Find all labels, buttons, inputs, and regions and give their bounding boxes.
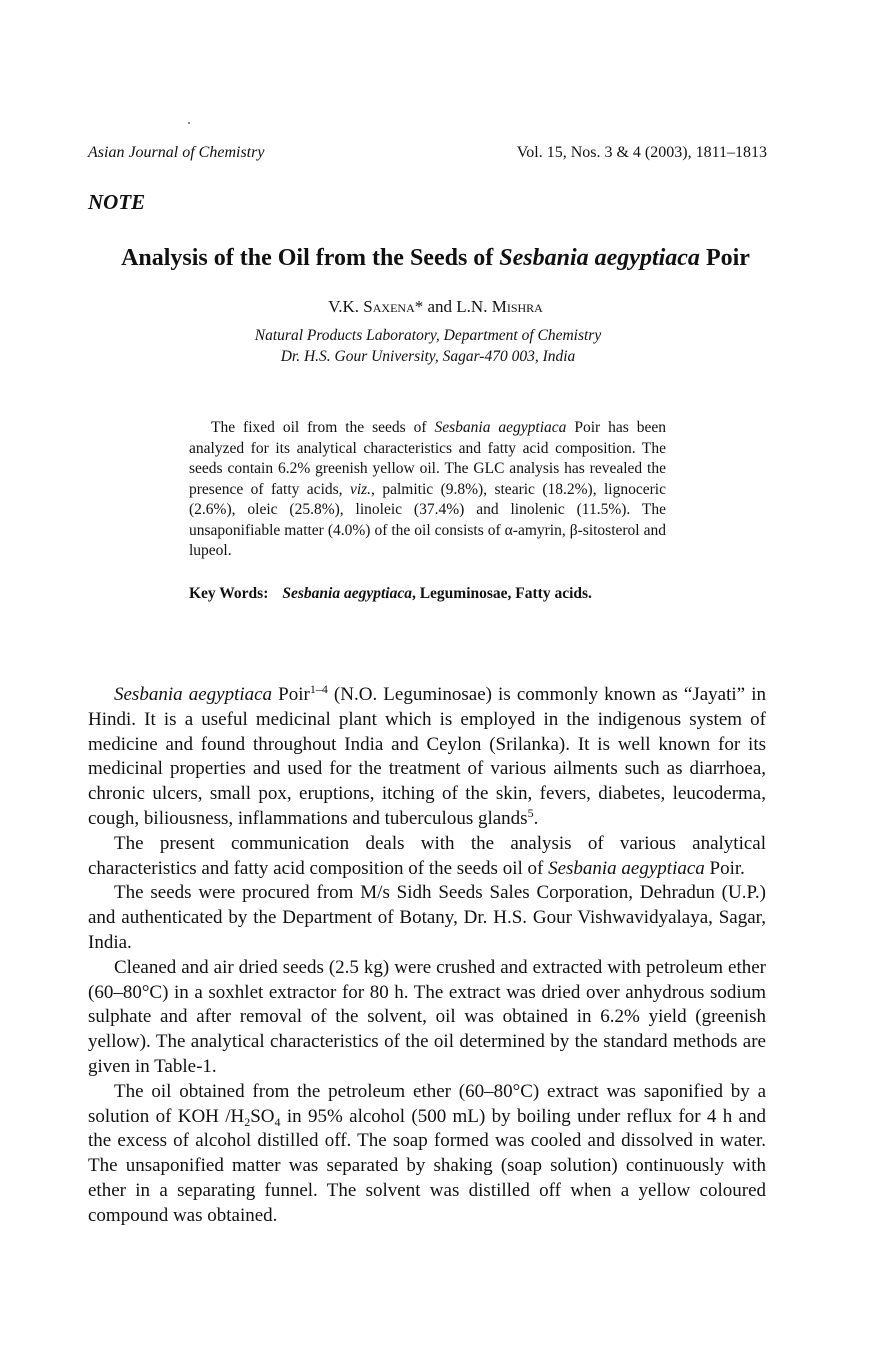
p1-ref: 1–4: [309, 682, 328, 696]
abstract-text-1: The fixed oil from the seeds of: [211, 419, 435, 436]
keywords: [189, 585, 592, 603]
p5-text-a: The oil obtained from the petroleum ether (60–80°C) extract was saponified by a solution of KOH /H: [88, 1080, 766, 1127]
keywords-rest: , Leguminosae, Fatty acids.: [411, 585, 592, 602]
abstract-text-2: Poir has been analyzed for its analytical characteristics and fatty acid composition. The seeds contain 6.2% greenish yellow oil. The GLC analysis has revealed the presence of fatty acids,: [189, 419, 666, 498]
volume-info: Vol. 15, Nos. 3 & 4 (2003), 1811–1813: [516, 144, 767, 161]
p2-text-a: The present communication deals with the analysis of various analytical characteristics and fatty acid composition of the seeds oil of: [88, 832, 766, 879]
keywords-species: Sesbania aegyptiaca: [282, 585, 412, 602]
author-line: [0, 297, 871, 317]
journal-name: Asian Journal of Chemistry: [88, 144, 265, 161]
p1-species: Sesbania aegyptiaca: [114, 684, 273, 705]
paragraph-1: [88, 683, 766, 832]
paragraph-3: The seeds were procured from M/s Sidh Seeds Sales Corporation, Dehradun (U.P.) and authenticated by the Department of Botany, Dr. H.S. Gour Vishwavidyalaya, Sagar, India.: [88, 882, 766, 953]
p1-end: .: [533, 807, 539, 829]
title-prefix: Analysis of the Oil from the Seeds of: [121, 245, 500, 271]
section-label: NOTE: [88, 190, 146, 214]
keywords-label: Key Words:: [189, 585, 269, 602]
title-species: Sesbania aegyptiaca: [499, 245, 700, 271]
abstract-viz: viz.: [349, 480, 372, 498]
paper-title: [0, 245, 871, 272]
author2-surname: Mishra: [491, 297, 543, 316]
affiliation-line-1: Natural Products Laboratory, Department of Chemistry: [254, 327, 602, 344]
author1-initials: V.K.: [328, 297, 364, 316]
author1-surname: Saxena: [363, 297, 415, 316]
p1-text-a: Poir: [272, 684, 310, 705]
abstract: [189, 418, 666, 562]
p5-sub2: 4: [274, 1114, 281, 1129]
abstract-species: Sesbania aegyptiaca: [434, 419, 567, 436]
p5-text-b: in 95% alcohol (500 mL) by boiling under reflux for 4 h and the excess of alcohol distilled off. The soap formed was cooled and dissolved in water. The unsaponified matter was separated by shaking (soap solution) continuously with ether in a separating funnel. The solvent was distilled off when a yellow coloured compound was obtained.: [88, 1105, 766, 1226]
body-text: [88, 683, 766, 1229]
author-separator: * and L.N.: [414, 297, 492, 316]
p1-text-b: (N.O. Leguminosae) is commonly known as “Jayati” in Hindi. It is a useful medicinal plant which is employed in the indigenous system of medicine and found throughout India and Ceylon (Srilanka). It is well known for its medicinal properties and used for the treatment of various ailments such as diarrhoea, chronic ulcers, small pox, eruptions, itching of the skin, fevers, diabetes, leucoderma, cough, biliousness, inflammations and tuberculous glands: [88, 684, 766, 829]
p2-text-b: Poir.: [704, 857, 745, 879]
paragraph-4: Cleaned and air dried seeds (2.5 kg) were crushed and extracted with petroleum ether (60–80°C) in a soxhlet extractor for 80 h. The extract was dried over anhydrous sodium sulphate and after removal of the solvent, oil was obtained in 6.2% yield (greenish yellow). The analytical characteristics of the oil determined by the standard methods are given in Table-1.: [88, 956, 766, 1077]
title-suffix: Poir: [699, 245, 750, 271]
p2-species: Sesbania aegyptiaca: [548, 857, 705, 879]
p5-sub1: 2: [244, 1114, 251, 1129]
p1-ref2: 5: [527, 805, 534, 820]
abstract-text-3: , palmitic (9.8%), stearic (18.2%), lignoceric (2.6%), oleic (25.8%), linoleic (37.4%) and linolenic (11.5%). The unsaponifiable matter (4.0%) of the oil consists of α-amyrin, β-sitosterol and lupeol.: [189, 480, 666, 559]
p5-so: SO: [250, 1105, 275, 1127]
paragraph-2: [88, 832, 766, 882]
affiliation-line-2: Dr. H.S. Gour University, Sagar-470 003, India: [280, 348, 576, 365]
scan-speck: [188, 122, 190, 124]
paragraph-5: [88, 1080, 766, 1229]
